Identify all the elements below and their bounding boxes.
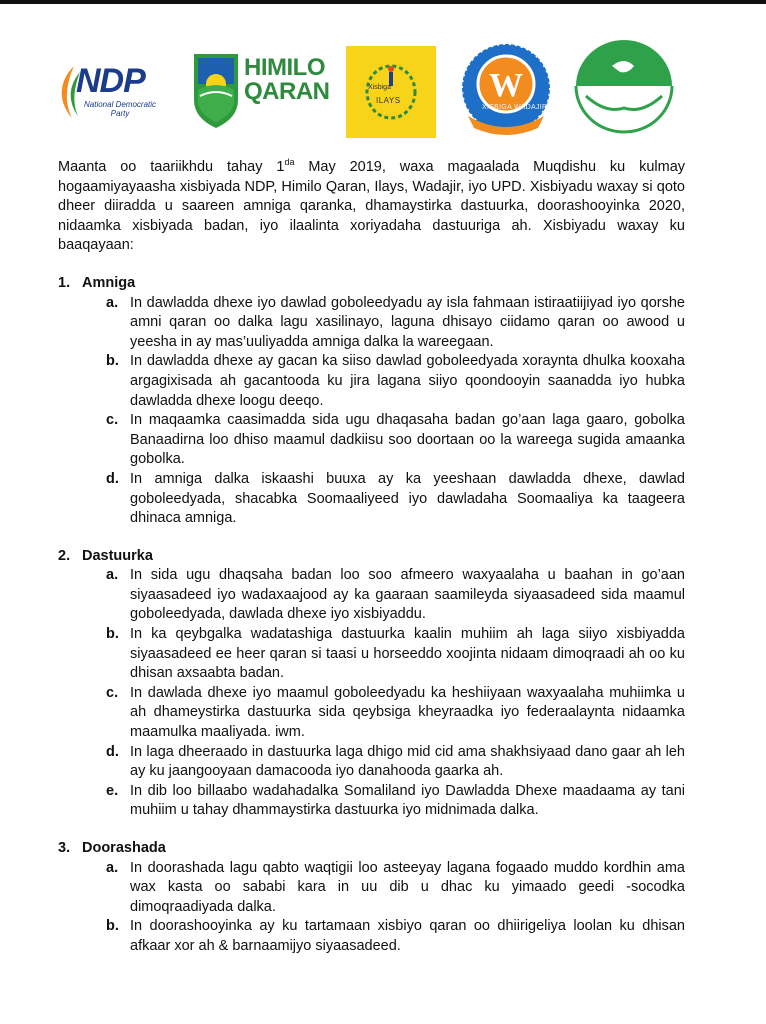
item-text: In dawlada dhexe iyo maamul goboleedyadu ka heshiiyaan waxyaalaha muhiimka u ah dhameystirka dastuurka sida qeybsiga kheyraadka iyo federaalaynta nidaamka maamulka maaliyada. iwm.	[130, 684, 685, 741]
ilays-logo	[346, 46, 436, 138]
item-label: b.	[106, 353, 119, 370]
section-heading	[58, 839, 685, 859]
list-item	[58, 470, 685, 529]
wadajir-logo	[458, 42, 554, 138]
ndp-subtitle-line2: Party	[110, 109, 130, 118]
ilays-wreath-icon	[346, 46, 436, 138]
item-text: In sida ugu dhaqsaha badan loo soo afmeero waxyaalaha u baahan in go’aan siyaasadeed iyo wadaxaajood ay ka gaaraan saamileyda siyaasadeed sida maamul goboleedyada, dawlada dhexe iyo xisbiyaddu.	[130, 567, 685, 623]
item-label: e.	[106, 782, 119, 799]
section-items	[58, 566, 685, 821]
item-text: In dawladda dhexe ay gacan ka siiso dawlad goboleedyada xoraynta dhulka kooxaha argagixisada ah gacantooda ku jira lagana siiyo qoondooyin saanadda iyo hubka dawladda dhexe loogu deeqo.	[130, 353, 685, 409]
section-number: 2.	[58, 547, 71, 564]
wadajir-letter: W	[489, 67, 523, 104]
item-label: a.	[106, 294, 119, 311]
list-item	[58, 684, 685, 743]
item-label: b.	[106, 918, 119, 935]
list-item	[58, 782, 685, 821]
item-label: d.	[106, 743, 119, 760]
upd-logo	[572, 38, 676, 138]
ndp-logo	[54, 62, 184, 122]
item-label: b.	[106, 626, 119, 643]
list-item	[58, 411, 685, 470]
item-text: In dawladda dhexe iyo dawlad goboleedyadu ay isla fahmaan istiraatiijiyad iyo qorshe amni qaran oo dalka lagu xasilinayo, laguna dhisayo ciidamo qaran oo awood u yeesha in ay mas’uuliyadda amniga dalka la wareegaan.	[130, 294, 685, 350]
list-item	[58, 566, 685, 625]
section-items	[58, 859, 685, 957]
intro-text-part2: May 2019, waxa magaalada Muqdishu ku kulmay hogaamiyayaasha xisbiyada NDP, Himilo Qaran, Ilays, Wadajir, iyo UPD. Xisbiyadu waxay si qoto dheer diiradda u saareen amniga qaranka, dhamaystirka dastuurka, doorashooyinka 2020, nidaamka xisbiyada badan, iyo ilaalinta xoriyadaha dastuuriga ah. Xisbiyadu waxay ku baaqayaan:	[58, 159, 686, 254]
list-item	[58, 294, 685, 353]
section-items	[58, 294, 685, 529]
section-number: 1.	[58, 274, 71, 291]
item-text: In doorashooyinka ay ku tartamaan xisbiyo qaran oo dhiirigeliya loolan ku dhisan afkaar xor ah & barnaamijyo siyaasadeed.	[130, 918, 685, 954]
section-dastuurka	[58, 547, 685, 821]
ndp-logo-subtitle	[84, 100, 156, 118]
upd-handshake-icon	[572, 38, 676, 138]
list-item	[58, 625, 685, 684]
wadajir-ring-text: XISBIGA WADAJIR	[482, 104, 548, 111]
himilo-logo-text	[244, 56, 330, 104]
intro-text-part1: Maanta oo taariikhdu tahay 1	[58, 159, 285, 175]
himilo-line2: QARAN	[244, 78, 330, 105]
section-number: 3.	[58, 840, 71, 856]
intro-date-suffix: da	[284, 157, 295, 168]
himilo-shield-icon	[190, 50, 242, 130]
section-title: Doorashada	[82, 840, 166, 856]
list-item	[58, 352, 685, 411]
list-item	[58, 743, 685, 782]
party-logos	[50, 38, 690, 138]
list-item	[58, 859, 685, 918]
ilays-logo-line2: ILAYS	[376, 96, 401, 105]
item-text: In dib loo billaabo wadahadalka Somaliland iyo Dawladda Dhexe maadaama ay tani muhiim u tahay dhammaystirka dastuurka iyo midnimada dalka.	[130, 782, 685, 819]
item-text: In laga dheeraado in dastuurka laga dhigo mid cid ama shakhsiyaad dano gaar ah leh ay ku jaangooyaan damacooda iyo danahooda gaarka ah.	[130, 743, 685, 780]
wadajir-emblem-icon	[458, 42, 554, 138]
item-label: d.	[106, 470, 119, 487]
ndp-logo-text: NDP	[76, 62, 145, 100]
section-amniga	[58, 274, 685, 529]
item-label: a.	[106, 567, 119, 584]
top-border	[0, 0, 766, 4]
section-title: Dastuurka	[82, 547, 153, 564]
document-body	[58, 158, 685, 957]
ilays-logo-line1: Xisbiga	[368, 84, 391, 91]
item-label: c.	[106, 412, 119, 429]
section-doorashada	[58, 839, 685, 957]
intro-paragraph	[58, 158, 685, 256]
item-text: In maqaamka caasimadda sida ugu dhaqasaha badan go’aan laga gaaro, gobolka Banaadirna loo dhiso maamul dadkiisu soo doortaan oo la wareega sugida amaanka gobolka.	[130, 412, 685, 468]
ndp-subtitle-line1: National Democratic	[84, 100, 157, 109]
item-label: a.	[106, 859, 119, 876]
item-text: In amniga dalka iskaashi buuxa ay ka yeeshaan dawladda dhexe, dawlad goboleedyada, shacabka Soomaaliyeed iyo dawladaha Soomaaliya ka taageera dhinaca amniga.	[130, 470, 685, 527]
item-label: c.	[106, 684, 119, 701]
list-item	[58, 917, 685, 956]
section-heading	[58, 547, 685, 567]
item-text: In ka qeybgalka wadatashiga dastuurka kaalin muhiim ah laga siiyo xisbiyadda siyaasadeed ee heer qaran si taasi u horseeddo xoojinta nidaam dimoqraadi ah oo ku dhisan axsaabta badan.	[130, 626, 685, 682]
section-heading	[58, 274, 685, 294]
himilo-line1: HIMILO	[244, 54, 325, 81]
item-text: In doorashada lagu qabto waqtigii loo asteeyay lagana fogaado muddo kordhin ama wax kasta oo sababi kara in uu dib u dhac ku yimaado geedi -socodka dimoqraadiyada dalka.	[130, 859, 685, 915]
section-title: Amniga	[82, 274, 136, 291]
himilo-qaran-logo	[190, 50, 330, 130]
